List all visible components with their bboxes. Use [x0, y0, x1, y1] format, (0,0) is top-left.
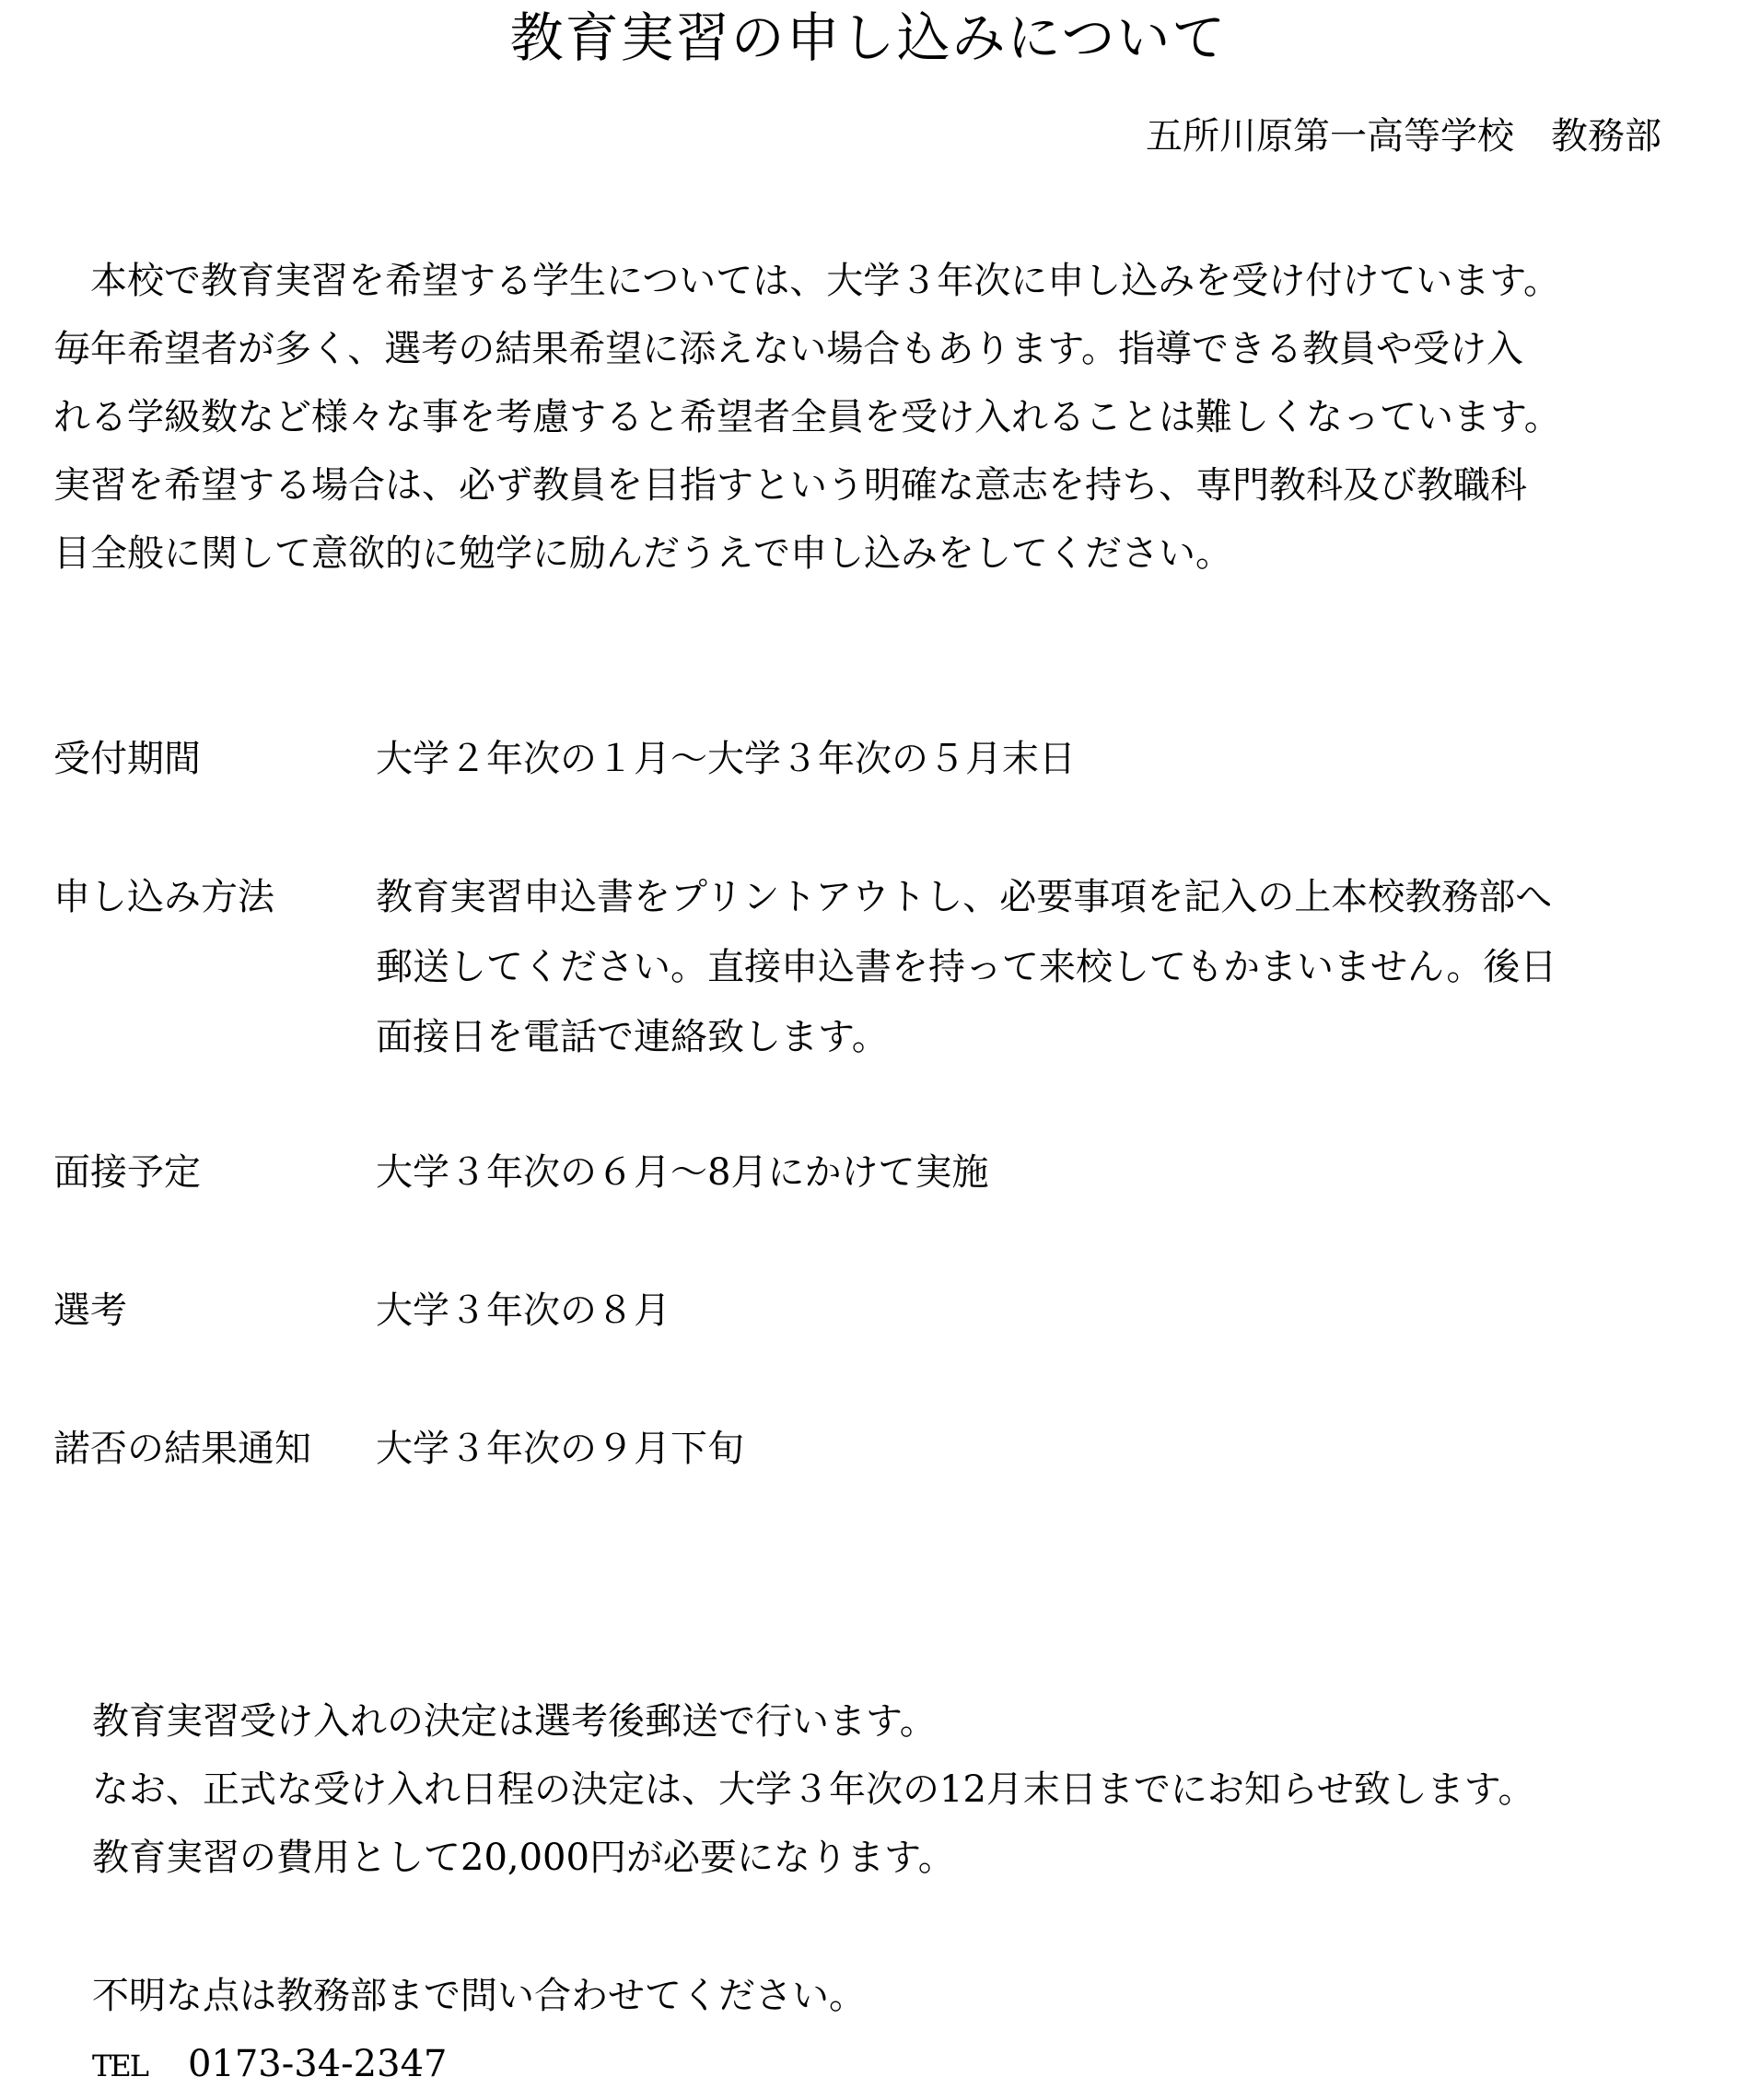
notice-line: 教育実習受け入れの決定は選考後郵送で行います。: [92, 1700, 937, 1743]
contact-phone: [92, 2030, 866, 2098]
info-label: 受付期間: [53, 738, 201, 780]
info-label: 申し込み方法: [53, 876, 274, 918]
info-value: [376, 724, 1702, 794]
info-value-line: 教育実習申込書をプリントアウトし、必要事項を記入の上本校教務部へ: [376, 876, 1553, 918]
info-value-line: 大学２年次の１月～大学３年次の５月末日: [376, 738, 1076, 780]
info-value-line: 大学３年次の９月下旬: [376, 1428, 744, 1470]
notice-line: 教育実習の費用として20,000円が必要になります。: [92, 1837, 955, 1879]
info-value: [376, 1414, 1702, 1484]
info-value-line: 面接日を電話で連絡致します。: [376, 1016, 889, 1058]
organization-name: 五所川原第一高等学校 教務部: [1146, 115, 1661, 158]
tel-label: TEL: [92, 2048, 147, 2083]
intro-paragraph: [53, 247, 1711, 588]
info-label: 選考: [53, 1289, 127, 1332]
notice-line: なお、正式な受け入れ日程の決定は、大学３年次の12月末日までにお知らせ致します。: [92, 1768, 1535, 1811]
intro-line: 目全般に関して意欲的に勉学に励んだうえで申し込みをしてください。: [53, 532, 1232, 575]
intro-line: れる学級数など様々な事を考慮すると希望者全員を受け入れることは難しくなっています。: [53, 396, 1561, 438]
info-value: [376, 1138, 1702, 1208]
info-label: 諾否の結果通知: [53, 1428, 311, 1470]
contact-section: [92, 1962, 866, 2098]
intro-line: 本校で教育実習を希望する学生については、大学３年次に申し込みを受け付けています。: [90, 260, 1560, 302]
info-value: [376, 1276, 1702, 1346]
info-value: [376, 862, 1702, 1072]
info-value-line: 大学３年次の８月: [376, 1289, 670, 1332]
info-value-line: 大学３年次の６月～8月にかけて実施: [376, 1151, 989, 1194]
info-label: 面接予定: [53, 1151, 201, 1194]
info-value-line: 郵送してください。直接申込書を持って来校してもかまいません。後日: [376, 946, 1557, 988]
document-title: 教育実習の申し込みについて: [509, 6, 1228, 69]
contact-message: 不明な点は教務部まで問い合わせてください。: [92, 1975, 866, 2017]
tel-number: 0173-34-2347: [187, 2043, 448, 2085]
intro-line: 実習を希望する場合は、必ず教員を目指すという明確な意志を持ち、専門教科及び教職科: [53, 464, 1527, 507]
intro-line: 毎年希望者が多く、選考の結果希望に添えない場合もあります。指導できる教員や受け入: [53, 328, 1523, 370]
notice-paragraph: [92, 1687, 1535, 1892]
